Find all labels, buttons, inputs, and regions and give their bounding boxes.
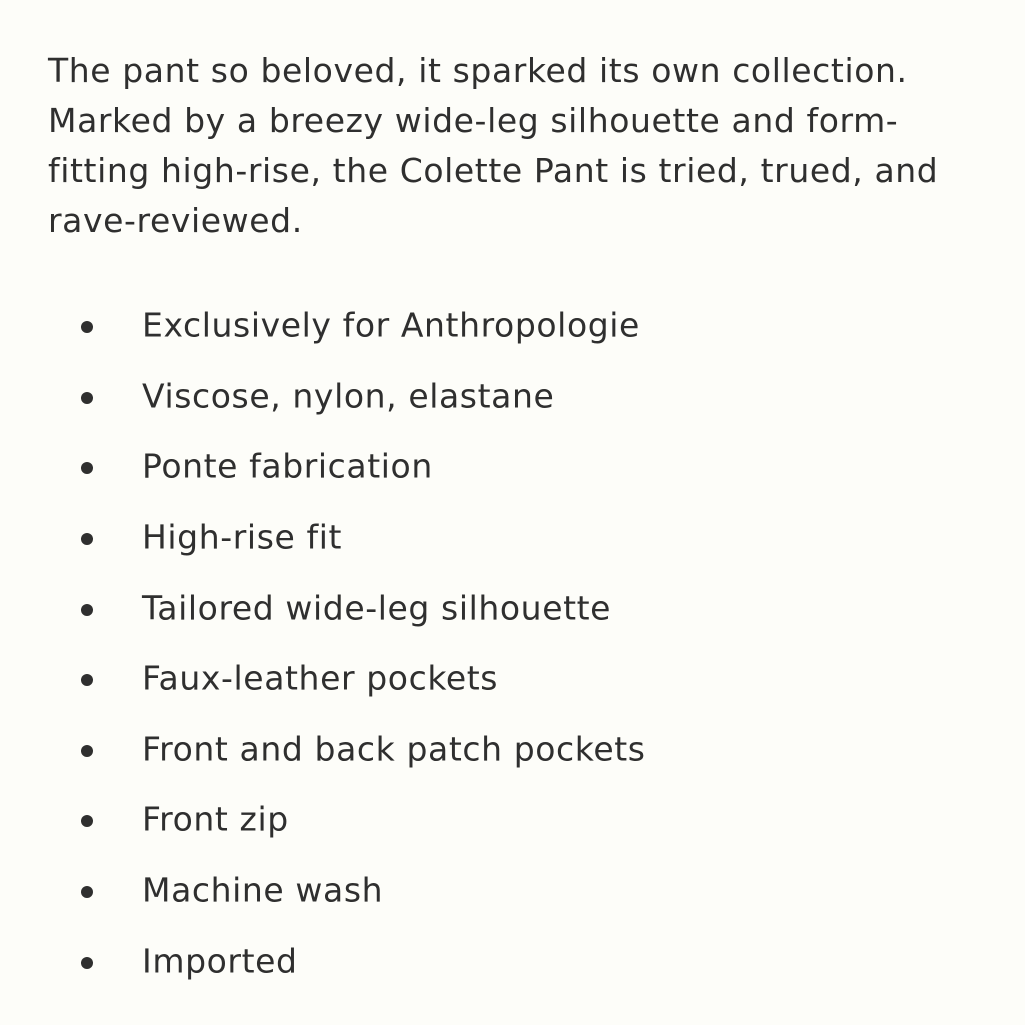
feature-label: Exclusively for Anthropologie [142, 305, 640, 345]
feature-label: High-rise fit [142, 517, 342, 557]
feature-item [48, 643, 985, 714]
feature-item [48, 572, 985, 643]
feature-item [48, 784, 985, 855]
feature-item [48, 290, 985, 361]
feature-item [48, 431, 985, 502]
feature-label: Viscose, nylon, elastane [142, 376, 555, 416]
bullet-icon [81, 957, 93, 969]
bullet-icon [81, 815, 93, 827]
feature-label: Tailored wide-leg silhouette [142, 588, 612, 628]
bullet-icon [81, 886, 93, 898]
feature-item [48, 502, 985, 573]
feature-label: Machine wash [142, 870, 384, 910]
bullet-icon [81, 462, 93, 474]
product-description: The pant so beloved, it sparked its own collection. Marked by a breezy wide-leg silhouette and form-fitting high-rise, the Colette Pant is tried, trued, and rave-reviewed. [48, 51, 939, 240]
feature-list [48, 290, 985, 996]
feature-label: Front and back patch pockets [142, 729, 646, 769]
bullet-icon [81, 392, 93, 404]
bullet-icon [81, 533, 93, 545]
bullet-icon [81, 745, 93, 757]
feature-label: Ponte fabrication [142, 446, 433, 486]
feature-label: Front zip [142, 799, 289, 839]
feature-label: Imported [142, 941, 298, 981]
bullet-icon [81, 604, 93, 616]
feature-item [48, 855, 985, 926]
bullet-icon [81, 321, 93, 333]
feature-item [48, 714, 985, 785]
feature-label: Faux-leather pockets [142, 658, 499, 698]
bullet-icon [81, 674, 93, 686]
feature-item [48, 925, 985, 996]
feature-item [48, 361, 985, 432]
